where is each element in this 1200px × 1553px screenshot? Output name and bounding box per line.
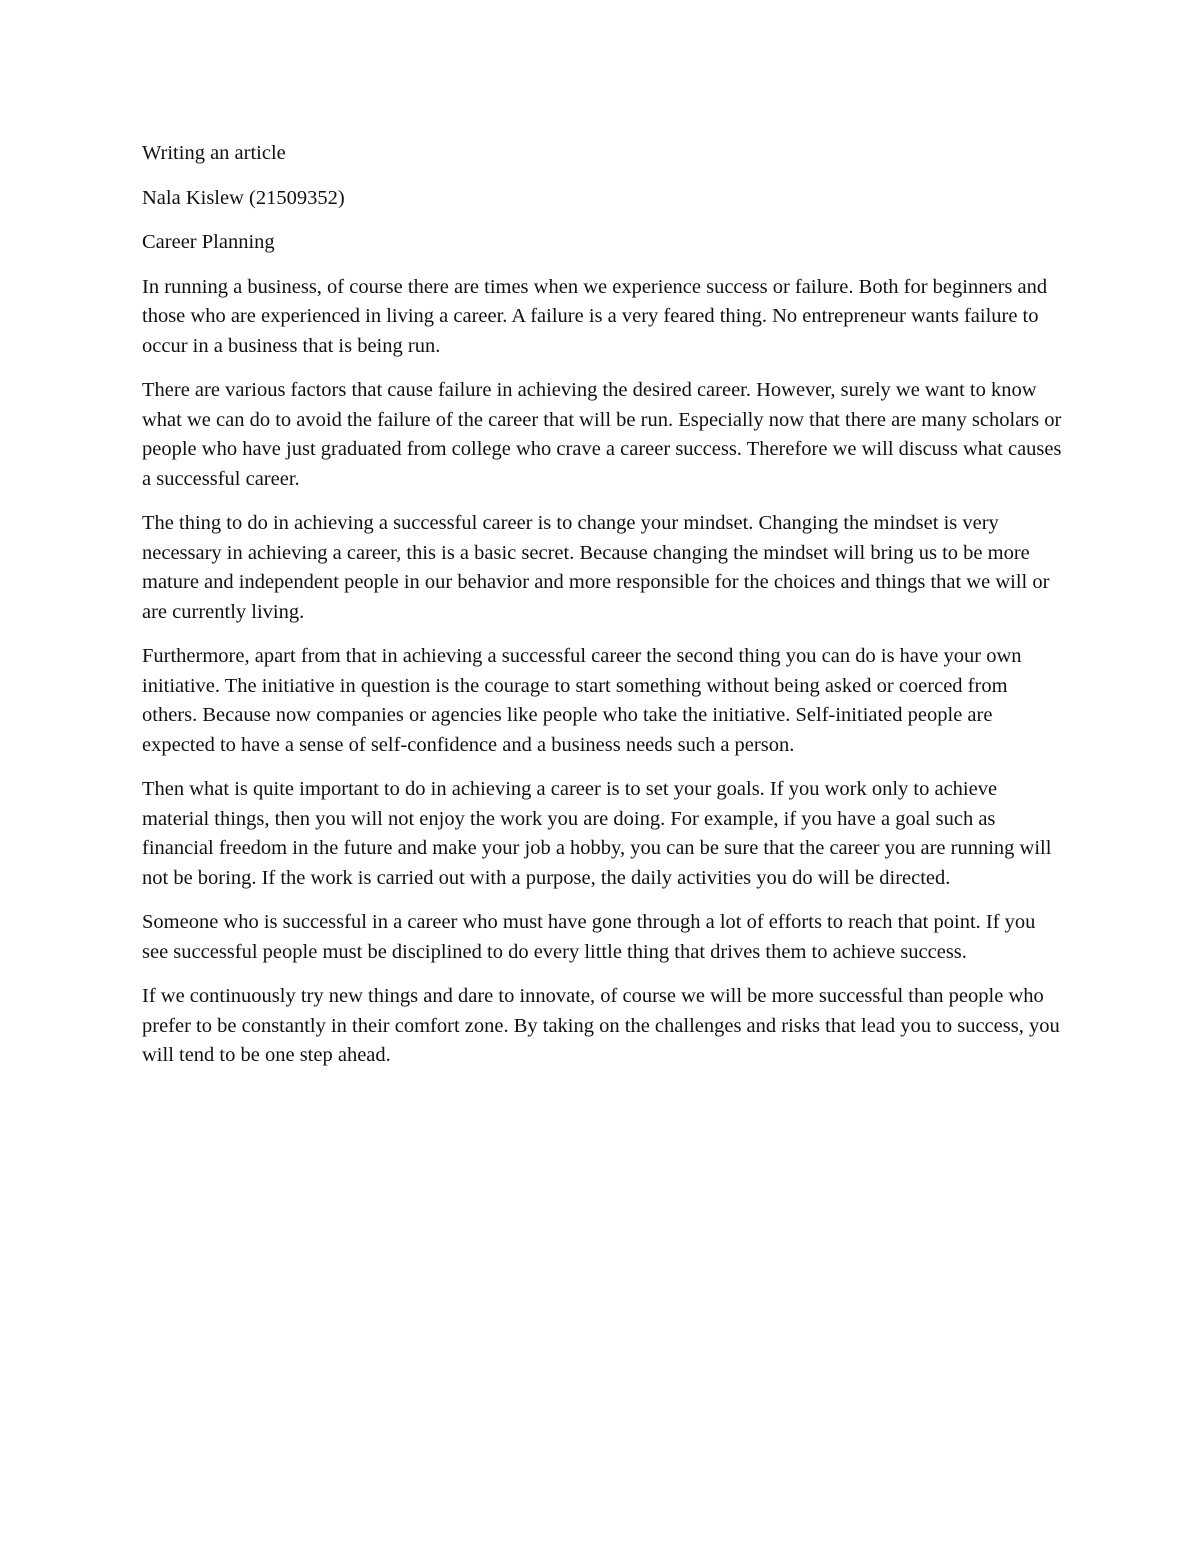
body-paragraph-3: The thing to do in achieving a successful career is to change your mindset. Changing the mindset is very necessary in achieving a career, this is a basic secret. Because changing the mindset will bring us to be more mature and independent people in our behavior and more responsible for the choices and things that we will or are currently living. (142, 512, 1050, 623)
document-page (142, 139, 1062, 1086)
body-paragraph-2: There are various factors that cause failure in achieving the desired career. However, surely we want to know what we can do to avoid the failure of the career that will be run. Especially now that there are many scholars or people who have just graduated from college who crave a career success. Therefore we will discuss what causes a successful career. (142, 379, 1062, 490)
subject-line: Career Planning (142, 231, 275, 253)
body-paragraph-7: If we continuously try new things and dare to innovate, of course we will be more successful than people who prefer to be constantly in their comfort zone. By taking on the challenges and risks that lead you to success, you will tend to be one step ahead. (142, 985, 1060, 1066)
author-line: Nala Kislew (21509352) (142, 186, 345, 209)
body-paragraph-1: In running a business, of course there are times when we experience success or failure. Both for beginners and those who are experienced in living a career. A failure is a very feared thing. No entrepreneur wants failure to occur in a business that is being run. (142, 275, 1048, 357)
body-paragraph-4: Furthermore, apart from that in achieving a successful career the second thing you can do is have your own initiative. The initiative in question is the courage to start something without being asked or coerced from others. Because now companies or agencies like people who take the initiative. Self-initiated people are expected to have a sense of self-confidence and a business needs such a person. (142, 645, 1022, 756)
document-title: Writing an article (142, 142, 286, 164)
body-paragraph-5: Then what is quite important to do in achieving a career is to set your goals. If you work only to achieve material things, then you will not enjoy the work you are doing. For example, if you have a goal such as financial freedom in the future and make your job a hobby, you can be sure that the career you are running will not be boring. If the work is carried out with a purpose, the daily activities you do will be directed. (142, 778, 1052, 889)
body-paragraph-6: Someone who is successful in a career who must have gone through a lot of efforts to reach that point. If you see successful people must be disciplined to do every little thing that drives them to achieve success. (142, 911, 1036, 963)
